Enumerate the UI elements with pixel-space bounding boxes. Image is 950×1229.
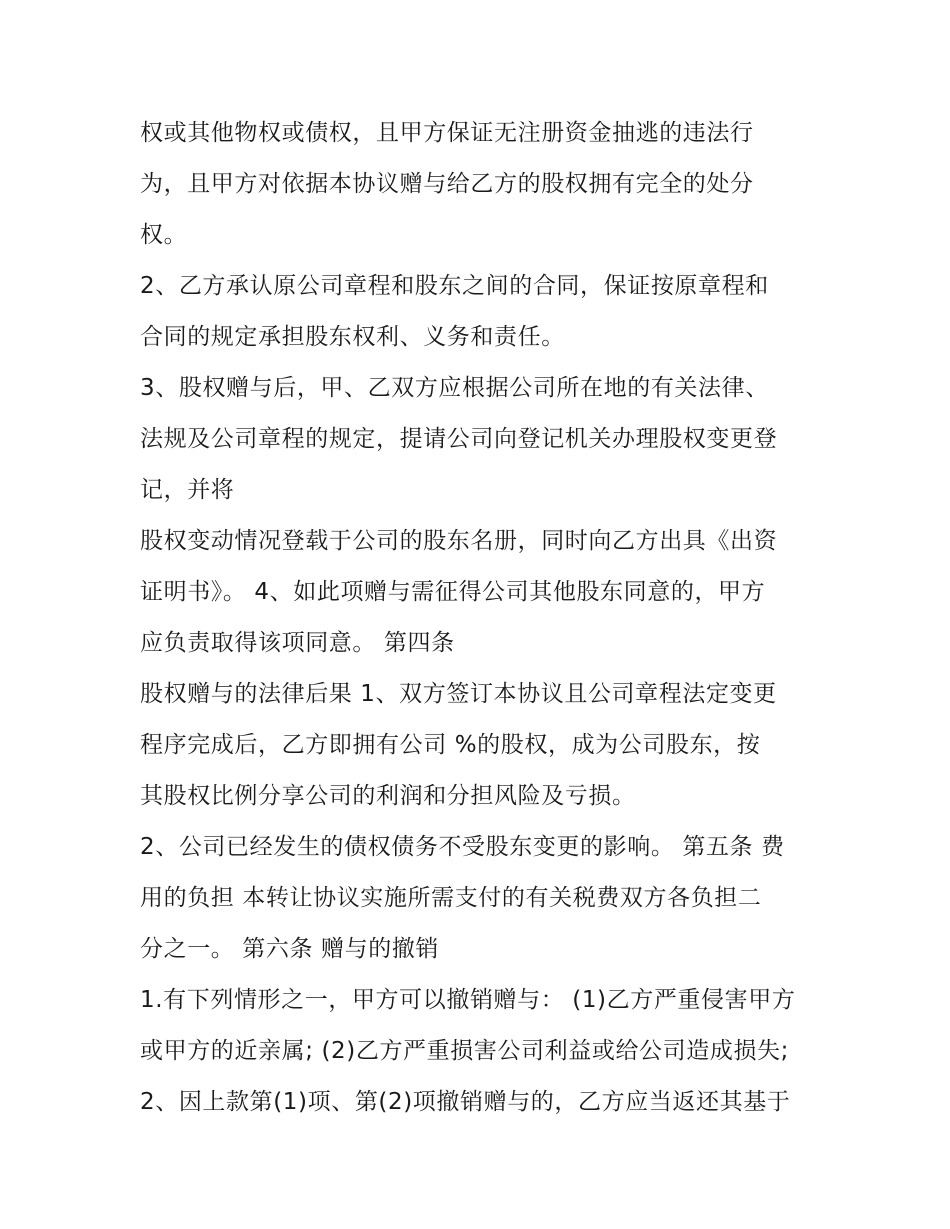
text-line: 2、乙方承认原公司章程和股东之间的合同，保证按原章程和 (140, 273, 769, 299)
text-line: 股权变动情况登载于公司的股东名册，同时向乙方出具《出资 (140, 528, 778, 554)
document-body (140, 108, 820, 1128)
text-line: 或甲方的近亲属; (2)乙方严重损害公司利益或给公司造成损失; (140, 1038, 789, 1064)
text-line: 证明书》。 4、如此项赠与需征得公司其他股东同意的，甲方 (140, 579, 766, 605)
text-line: 1.有下列情形之一，甲方可以撤销赠与： (1)乙方严重侵害甲方 (140, 987, 796, 1013)
text-line: 股权赠与的法律后果 1、双方签订本协议且公司章程法定变更 (140, 681, 777, 707)
text-line: 程序完成后，乙方即拥有公司 %的股权，成为公司股东，按 (140, 732, 761, 758)
text-line: 3、股权赠与后，甲、乙双方应根据公司所在地的有关法律、 (140, 375, 769, 401)
text-line: 法规及公司章程的规定，提请公司向登记机关办理股权变更登 (140, 426, 778, 452)
text-line: 应负责取得该项同意。 第四条 (140, 630, 455, 656)
text-line: 2、公司已经发生的债权债务不受股东变更的影响。 第五条 费 (140, 834, 785, 860)
text-line: 记，并将 (140, 477, 235, 503)
text-line: 合同的规定承担股东权利、义务和责任。 (140, 324, 565, 350)
text-line: 为，且甲方对依据本协议赠与给乙方的股权拥有完全的处分 (140, 171, 754, 197)
text-line: 用的负担 本转让协议实施所需支付的有关税费双方各负担二 (140, 885, 762, 911)
text-line: 分之一。 第六条 赠与的撤销 (140, 936, 440, 962)
text-line: 其股权比例分享公司的利润和分担风险及亏损。 (140, 783, 636, 809)
text-line: 权。 (140, 222, 188, 248)
text-line: 2、因上款第(1)项、第(2)项撤销赠与的，乙方应当返还其基于 (140, 1089, 791, 1115)
text-line: 权或其他物权或债权，且甲方保证无注册资金抽逃的违法行 (140, 120, 754, 146)
